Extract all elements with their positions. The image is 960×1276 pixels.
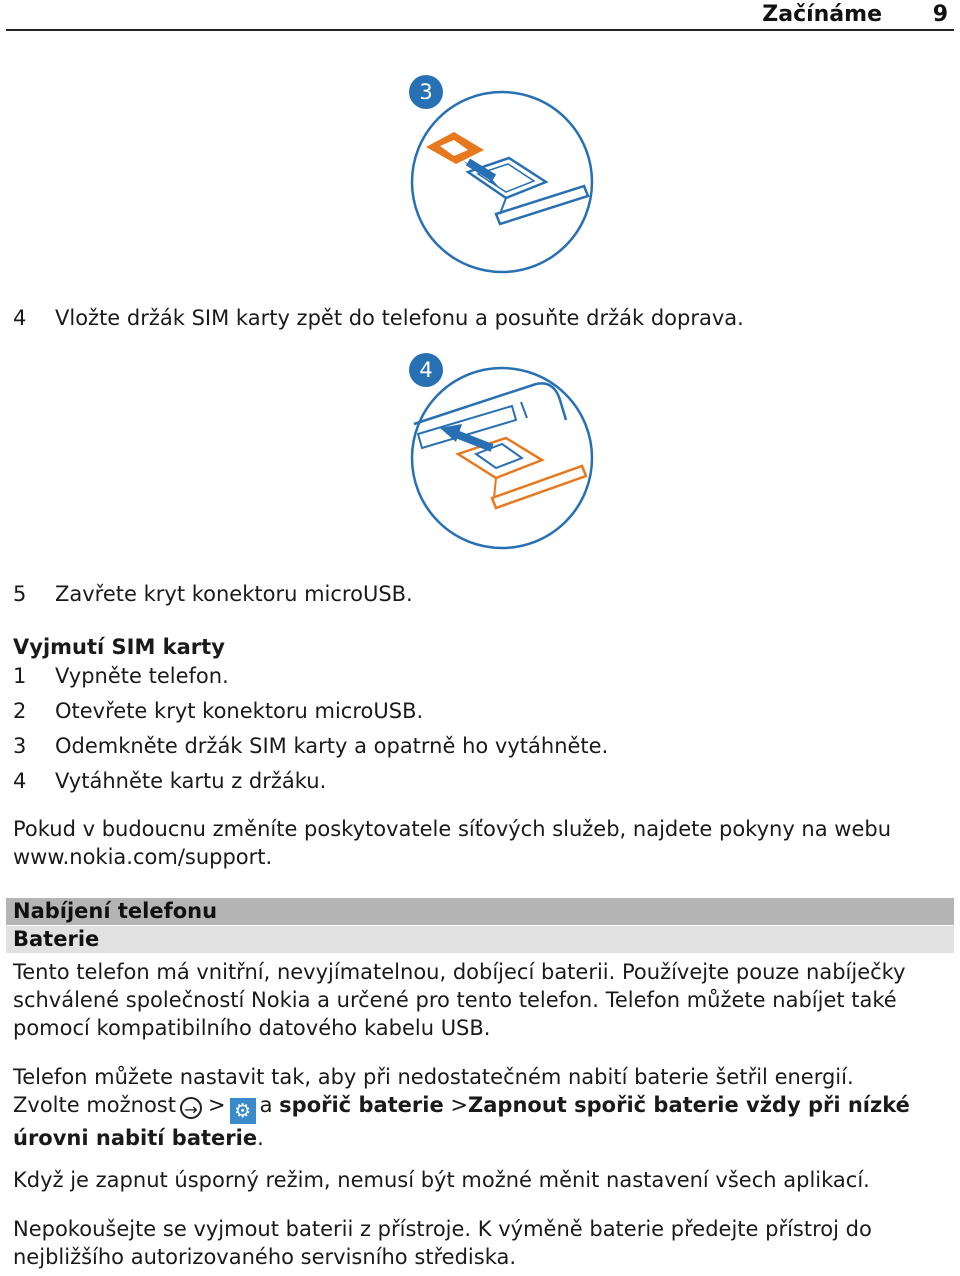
arrow-circle-icon: → [180,1097,202,1119]
list-item: 3 Odemkněte držák SIM karty a opatrně ho vytáhněte. [13,734,609,758]
battery-paragraph: Tento telefon má vnitřní, nevyjímatelnou, dobíjecí baterii. Používejte pouze nabíječky schválené společností Nokia a určené pro tento telefon. Telefon můžete nabíjet také pomocí kompatibilního datového kabelu USB. [13,960,906,1040]
section-heading-bar [6,898,954,925]
page-header [6,0,954,31]
list-item: 4 Vložte držák SIM karty zpět do telefonu a posuňte držák doprava. [13,306,744,330]
page-number: 9 [932,2,948,27]
section-title: Nabíjení telefonu [13,899,218,923]
support-link[interactable]: www.nokia.com/support [13,845,266,869]
list-item: 4 Vytáhněte kartu z držáku. [13,769,327,793]
setting-name: spořič baterie [279,1093,444,1117]
power-saver-note: Když je zapnut úsporný režim, nemusí být možné měnit nastavení všech aplikací. [13,1168,870,1192]
provider-note: Pokud v budoucnu změníte poskytovatele síťových služeb, najdete pokyny na webu www.nokia.com/support. [13,817,892,869]
subsection-heading-bar [6,926,954,953]
settings-gear-icon: ⚙ [230,1098,256,1124]
option-name: Zapnout spořič baterie vždy při nízké [468,1093,910,1117]
chapter-title: Začínáme [762,2,882,27]
subsection-title: Baterie [13,927,100,951]
list-item: 1 Vypněte telefon. [13,664,229,688]
figure-sim-into-tray [396,74,606,274]
figure-tray-into-phone [396,350,606,550]
remove-sim-heading: Vyjmutí SIM karty [13,635,225,659]
step-badge-label: 3 [419,80,433,104]
list-item: 2 Otevřete kryt konektoru microUSB. [13,699,424,723]
power-saver-paragraph: Telefon můžete nastavit tak, aby při nedostatečném nabití baterie šetřil energií. Zvolte možnost → > ⚙ a spořič baterie >Zapnout spořič baterie vždy při nízké úrovni nabití baterie. [13,1065,910,1150]
step-badge-label: 4 [419,358,433,382]
battery-warning: Nepokoušejte se vyjmout baterii z přístroje. K výměně baterie předejte přístroj do nejbližšího autorizovaného servisního střediska. [13,1217,872,1269]
list-item: 5 Zavřete kryt konektoru microUSB. [13,582,413,606]
